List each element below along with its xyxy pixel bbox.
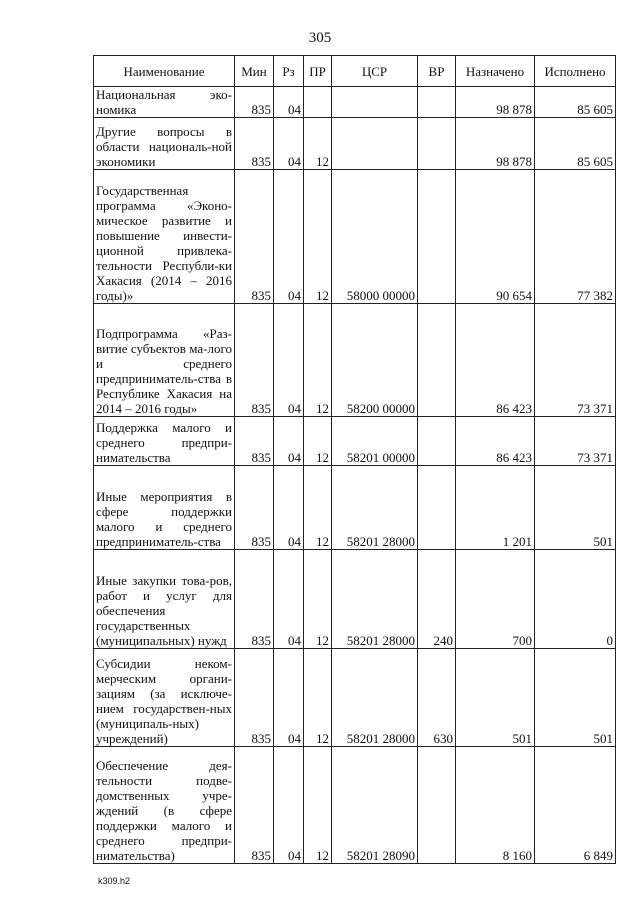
page-number: 305: [308, 30, 332, 46]
cell-pr: [304, 87, 332, 118]
cell-vr: [418, 417, 456, 466]
cell-vr: [418, 747, 456, 864]
cell-executed: 85 605: [535, 118, 616, 170]
cell-assigned: 8 160: [456, 747, 535, 864]
cell-rz: 04: [274, 87, 304, 118]
table-row: [94, 304, 616, 417]
column-header: ЦСР: [332, 56, 418, 87]
cell-min: 835: [235, 170, 274, 304]
cell-pr: 12: [304, 747, 332, 864]
cell-executed: 6 849: [535, 747, 616, 864]
cell-name: Иные закупки това-ров, работ и услуг для обеспечения государственных (муниципальных) нужд: [94, 550, 235, 649]
cell-rz: 04: [274, 118, 304, 170]
table-header-row: [94, 56, 616, 87]
cell-assigned: 1 201: [456, 466, 535, 550]
table-row: [94, 550, 616, 649]
cell-pr: 12: [304, 170, 332, 304]
cell-pr: 12: [304, 466, 332, 550]
cell-min: 835: [235, 118, 274, 170]
column-header: Мин: [235, 56, 274, 87]
table-body: [94, 87, 616, 864]
budget-table: [93, 55, 616, 864]
cell-vr: [418, 466, 456, 550]
cell-csr: 58000 00000: [332, 170, 418, 304]
cell-min: 835: [235, 87, 274, 118]
cell-min: 835: [235, 304, 274, 417]
table-row: [94, 87, 616, 118]
cell-min: 835: [235, 550, 274, 649]
table-row: [94, 170, 616, 304]
cell-name: Обеспечение дея-тельности подве-домственных учре-ждений (в сфере поддержки малого и среднего предпри-нимательства): [94, 747, 235, 864]
cell-name: Субсидии неком-мерческим органи-зациям (за исключе-нием государствен-ных (муниципаль-ных) учреждений): [94, 649, 235, 747]
cell-vr: [418, 87, 456, 118]
cell-csr: 58201 28090: [332, 747, 418, 864]
cell-pr: 12: [304, 649, 332, 747]
cell-csr: 58201 28000: [332, 649, 418, 747]
table-row: [94, 466, 616, 550]
cell-csr: 58200 00000: [332, 304, 418, 417]
column-header: ПР: [304, 56, 332, 87]
cell-assigned: 98 878: [456, 87, 535, 118]
cell-csr: [332, 118, 418, 170]
cell-name: Государственная программа «Эконо-мическое развитие и повышение инвести-ционной привлека-тельности Республи-ки Хакасия (2014 – 2016 годы)»: [94, 170, 235, 304]
cell-rz: 04: [274, 649, 304, 747]
cell-name: Подпрограмма «Раз-витие субъектов ма-лого и среднего предприниматель-ства в Республике Хакасия на 2014 – 2016 годы»: [94, 304, 235, 417]
column-header: ВР: [418, 56, 456, 87]
cell-min: 835: [235, 417, 274, 466]
cell-executed: 73 371: [535, 304, 616, 417]
table-row: [94, 747, 616, 864]
cell-assigned: 501: [456, 649, 535, 747]
cell-assigned: 700: [456, 550, 535, 649]
cell-executed: 501: [535, 649, 616, 747]
cell-rz: 04: [274, 747, 304, 864]
cell-assigned: 98 878: [456, 118, 535, 170]
table-row: [94, 417, 616, 466]
cell-executed: 77 382: [535, 170, 616, 304]
cell-executed: 501: [535, 466, 616, 550]
cell-executed: 0: [535, 550, 616, 649]
table-row: [94, 649, 616, 747]
cell-vr: [418, 170, 456, 304]
cell-assigned: 86 423: [456, 417, 535, 466]
cell-csr: 58201 28000: [332, 466, 418, 550]
cell-min: 835: [235, 649, 274, 747]
cell-csr: 58201 00000: [332, 417, 418, 466]
cell-pr: 12: [304, 550, 332, 649]
document-code: k309.h2: [98, 876, 131, 886]
cell-min: 835: [235, 466, 274, 550]
table-row: [94, 118, 616, 170]
cell-executed: 73 371: [535, 417, 616, 466]
cell-csr: [332, 87, 418, 118]
cell-name: Другие вопросы в области националь-ной экономики: [94, 118, 235, 170]
cell-vr: 240: [418, 550, 456, 649]
cell-min: 835: [235, 747, 274, 864]
cell-assigned: 86 423: [456, 304, 535, 417]
cell-name: Иные мероприятия в сфере поддержки малого и среднего предприниматель-ства: [94, 466, 235, 550]
cell-vr: 630: [418, 649, 456, 747]
cell-vr: [418, 118, 456, 170]
column-header: Назначено: [456, 56, 535, 87]
cell-executed: 85 605: [535, 87, 616, 118]
cell-csr: 58201 28000: [332, 550, 418, 649]
cell-rz: 04: [274, 304, 304, 417]
column-header: Наименование: [94, 56, 235, 87]
cell-pr: 12: [304, 118, 332, 170]
cell-name: Национальная эко-номика: [94, 87, 235, 118]
cell-name: Поддержка малого и среднего предпри-нимательства: [94, 417, 235, 466]
cell-rz: 04: [274, 466, 304, 550]
cell-pr: 12: [304, 417, 332, 466]
cell-rz: 04: [274, 550, 304, 649]
cell-vr: [418, 304, 456, 417]
cell-pr: 12: [304, 304, 332, 417]
column-header: Исполнено: [535, 56, 616, 87]
cell-assigned: 90 654: [456, 170, 535, 304]
column-header: Рз: [274, 56, 304, 87]
cell-rz: 04: [274, 417, 304, 466]
cell-rz: 04: [274, 170, 304, 304]
